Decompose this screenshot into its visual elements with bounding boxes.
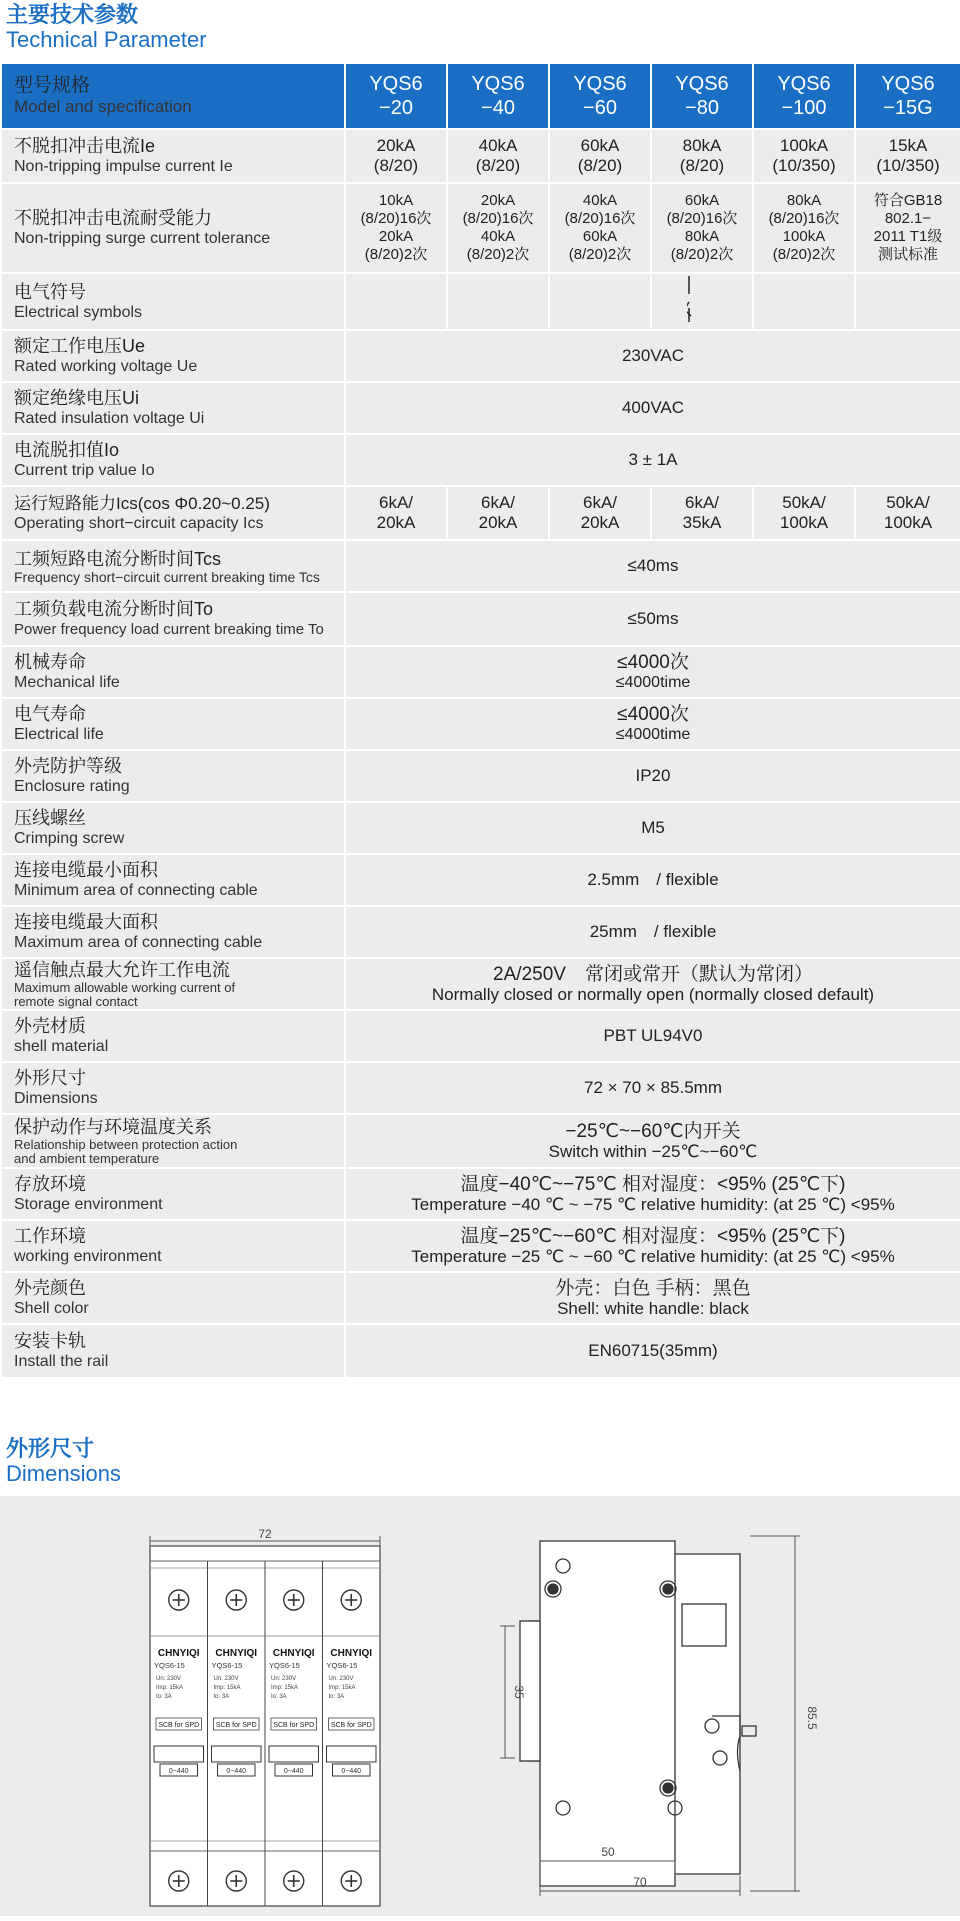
rail-dimension-label: 35	[512, 1685, 526, 1699]
footer-label: SCB for SPD	[273, 1722, 315, 1729]
row-label: 电气寿命 Electrical life	[1, 698, 345, 750]
row-label: 工作环境 working environment	[1, 1220, 345, 1272]
impulse-cell-4: 80kA (8/20)	[651, 129, 753, 183]
section-title-zh: 外形尺寸	[6, 1436, 95, 1461]
row-storage	[1, 1168, 960, 1220]
handle-window	[154, 1746, 204, 1762]
symbol-cell-3	[549, 273, 651, 330]
row-temp	[1, 1114, 960, 1168]
height-dimension-label: 85.5	[805, 1706, 819, 1730]
impulse-cell-1: 20kA (8/20)	[345, 129, 447, 183]
row-symbols	[1, 273, 960, 330]
screw-value: M5	[345, 802, 960, 854]
side-view	[520, 1541, 756, 1886]
row-label: 外壳材质 shell material	[1, 1010, 345, 1062]
symbol-cell-2	[447, 273, 549, 330]
row-label: 机械寿命 Mechanical life	[1, 646, 345, 698]
spec-label: Imp: 15kA	[156, 1685, 184, 1691]
row-label: 不脱扣冲击电流Ie Non-tripping impulse current Ie	[1, 129, 345, 183]
surge-cell-6: 符合GB18 802.1− 2011 T1级 测试标准	[855, 183, 960, 273]
surge-cell-3: 40kA (8/20)16次 60kA (8/20)2次	[549, 183, 651, 273]
section-title-zh: 主要技术参数	[6, 2, 139, 27]
row-label: 工频短路电流分断时间Tcs Frequency short−circuit current breaking time Tcs	[1, 540, 345, 592]
brand-label: CHNYIQI	[330, 1648, 373, 1659]
spec-label: Imp: 15kA	[271, 1685, 299, 1691]
row-label: 电流脱扣值Io Current trip value Io	[1, 434, 345, 486]
impulse-cell-6: 15kA (10/350)	[855, 129, 960, 183]
color-value: 外壳：白色 手柄：黑色 Shell: white handle: black	[345, 1272, 960, 1324]
spec-table	[0, 62, 960, 1379]
spec-label: Un: 230V	[213, 1676, 239, 1682]
row-ip	[1, 750, 960, 802]
ics-cell-6: 50kA/ 100kA	[855, 486, 960, 540]
row-label: 额定绝缘电压Ui Rated insulation voltage Ui	[1, 382, 345, 434]
remote-value: 2A/250V 常闭或常开（默认为常闭） Normally closed or normally open (normally closed default)	[345, 958, 960, 1010]
footer-label: SCB for SPD	[330, 1722, 372, 1729]
row-label: 安装卡轨 Install the rail	[1, 1324, 345, 1378]
brand-label: CHNYIQI	[215, 1648, 258, 1659]
rail-value: EN60715(35mm)	[345, 1324, 960, 1378]
dimension-drawing	[0, 1496, 960, 1916]
footer-label: SCB for SPD	[215, 1722, 257, 1729]
row-label: 保护动作与环境温度关系 Relationship between protection action and ambient temperature	[1, 1114, 345, 1168]
row-label: 工频负载电流分断时间To Power frequency load current breaking time To	[1, 592, 345, 646]
model-col-3: YQS6 −60	[549, 63, 651, 129]
work-value: 温度−25℃~−60℃ 相对湿度：<95% (25℃下) Temperature −25 ℃ ~ −60 ℃ relative humidity: (at 25 ℃) <95%	[345, 1220, 960, 1272]
row-label: 存放环境 Storage environment	[1, 1168, 345, 1220]
ics-cell-1: 6kA/ 20kA	[345, 486, 447, 540]
section-title-en: Technical Parameter	[6, 27, 207, 52]
row-label: 连接电缆最小面积 Minimum area of connecting cable	[1, 854, 345, 906]
model-col-5: YQS6 −100	[753, 63, 855, 129]
row-label: 压线螺丝 Crimping screw	[1, 802, 345, 854]
row-to	[1, 592, 960, 646]
spec-label: Un: 230V	[271, 1676, 297, 1682]
switch-symbol-icon	[687, 274, 717, 324]
ics-cell-3: 6kA/ 20kA	[549, 486, 651, 540]
model-label: YQS6-15	[154, 1661, 185, 1670]
handle-label: 0−440	[283, 1768, 304, 1775]
spec-label: Imp: 15kA	[213, 1685, 241, 1691]
surge-cell-4: 60kA (8/20)16次 80kA (8/20)2次	[651, 183, 753, 273]
dims-value: 72 × 70 × 85.5mm	[345, 1062, 960, 1114]
symbol-cell-1	[345, 273, 447, 330]
section-title-dimensions	[6, 1436, 121, 1486]
elec-value: ≤4000次 ≤4000time	[345, 698, 960, 750]
handle-label: 0−440	[168, 1768, 189, 1775]
spec-label: Io: 3A	[328, 1694, 345, 1700]
row-ui	[1, 382, 960, 434]
tcs-value: ≤40ms	[345, 540, 960, 592]
spec-label: Un: 230V	[156, 1676, 182, 1682]
row-impulse	[1, 129, 960, 183]
minarea-value: 2.5mm / flexible	[345, 854, 960, 906]
header-label: 型号规格 Model and specification	[1, 63, 345, 129]
temp-value: −25℃~−60℃内开关 Switch within −25℃~−60℃	[345, 1114, 960, 1168]
row-label: 遥信触点最大允许工作电流 Maximum allowable working current of remote signal contact	[1, 958, 345, 1010]
row-label: 连接电缆最大面积 Maximum area of connecting cable	[1, 906, 345, 958]
handle-label: 0−440	[341, 1768, 362, 1775]
model-col-4: YQS6 −80	[651, 63, 753, 129]
model-label: YQS6-15	[211, 1661, 243, 1670]
handle-window	[269, 1746, 319, 1762]
row-remote	[1, 958, 960, 1010]
symbol-cell-6	[855, 273, 960, 330]
section-title-en: Dimensions	[6, 1461, 121, 1486]
model-col-1: YQS6 −20	[345, 63, 447, 129]
ip-value: IP20	[345, 750, 960, 802]
row-label: 外壳颜色 Shell color	[1, 1272, 345, 1324]
impulse-cell-2: 40kA (8/20)	[447, 129, 549, 183]
spec-label: Imp: 15kA	[328, 1685, 356, 1691]
row-label: 运行短路能力Ics(cos Φ0.20~0.25) Operating short−circuit capacity Ics	[1, 486, 345, 540]
footer-label: SCB for SPD	[158, 1722, 200, 1729]
material-value: PBT UL94V0	[345, 1010, 960, 1062]
row-label: 外形尺寸 Dimensions	[1, 1062, 345, 1114]
to-value: ≤50ms	[345, 592, 960, 646]
row-label: 外壳防护等级 Enclosure rating	[1, 750, 345, 802]
model-col-2: YQS6 −40	[447, 63, 549, 129]
depth-dimension-label-2: 70	[633, 1875, 647, 1889]
row-label: 不脱扣冲击电流耐受能力 Non-tripping surge current tolerance	[1, 183, 345, 273]
section-title-technical	[6, 2, 207, 52]
storage-value: 温度−40℃~−75℃ 相对湿度：<95% (25℃下) Temperature −40 ℃ ~ −75 ℃ relative humidity: (at 25 ℃) <95%	[345, 1168, 960, 1220]
brand-label: CHNYIQI	[272, 1648, 315, 1659]
row-elec	[1, 698, 960, 750]
impulse-cell-5: 100kA (10/350)	[753, 129, 855, 183]
row-surge	[1, 183, 960, 273]
surge-cell-5: 80kA (8/20)16次 100kA (8/20)2次	[753, 183, 855, 273]
impulse-cell-3: 60kA (8/20)	[549, 129, 651, 183]
ue-value: 230VAC	[345, 330, 960, 382]
ui-value: 400VAC	[345, 382, 960, 434]
table-header-row	[1, 63, 960, 129]
row-maxarea	[1, 906, 960, 958]
row-work	[1, 1220, 960, 1272]
width-dimension-label: 72	[258, 1527, 272, 1541]
spec-label: Io: 3A	[213, 1694, 230, 1700]
spec-label: Io: 3A	[271, 1694, 287, 1700]
model-label: YQS6-15	[269, 1661, 300, 1670]
ics-cell-4: 6kA/ 35kA	[651, 486, 753, 540]
surge-cell-2: 20kA (8/20)16次 40kA (8/20)2次	[447, 183, 549, 273]
io-value: 3 ± 1A	[345, 434, 960, 486]
row-label: 电气符号 Electrical symbols	[1, 273, 345, 330]
handle-window	[327, 1746, 377, 1762]
mech-value: ≤4000次 ≤4000time	[345, 646, 960, 698]
symbol-cell-4	[651, 273, 753, 330]
row-minarea	[1, 854, 960, 906]
row-dims	[1, 1062, 960, 1114]
model-col-6: YQS6 −15G	[855, 63, 960, 129]
row-rail	[1, 1324, 960, 1378]
symbol-cell-5	[753, 273, 855, 330]
handle-window	[212, 1746, 262, 1762]
row-ue	[1, 330, 960, 382]
brand-label: CHNYIQI	[157, 1648, 200, 1659]
front-view	[150, 1527, 380, 1906]
dimension-drawing-area	[0, 1496, 960, 1916]
row-color	[1, 1272, 960, 1324]
row-label: 额定工作电压Ue Rated working voltage Ue	[1, 330, 345, 382]
row-mech	[1, 646, 960, 698]
model-label: YQS6-15	[326, 1661, 358, 1670]
ics-cell-2: 6kA/ 20kA	[447, 486, 549, 540]
row-ics	[1, 486, 960, 540]
handle-label: 0−440	[226, 1768, 247, 1775]
maxarea-value: 25mm / flexible	[345, 906, 960, 958]
depth-dimension-label-1: 50	[601, 1845, 615, 1859]
spec-label: Un: 230V	[328, 1676, 354, 1682]
row-material	[1, 1010, 960, 1062]
surge-cell-1: 10kA (8/20)16次 20kA (8/20)2次	[345, 183, 447, 273]
ics-cell-5: 50kA/ 100kA	[753, 486, 855, 540]
row-io	[1, 434, 960, 486]
spec-label: Io: 3A	[156, 1694, 172, 1700]
row-screw	[1, 802, 960, 854]
row-tcs	[1, 540, 960, 592]
